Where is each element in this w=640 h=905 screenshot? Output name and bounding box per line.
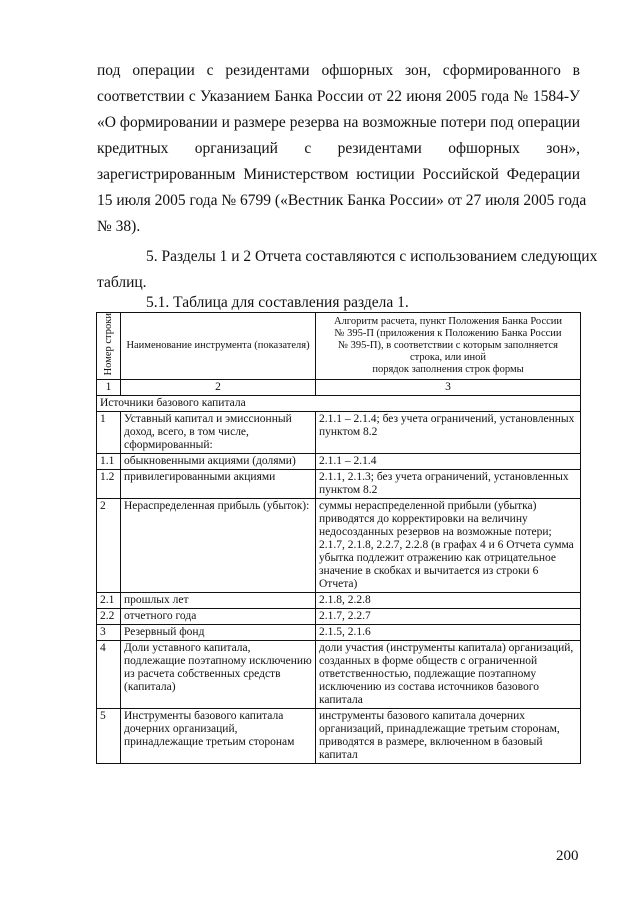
paragraph-line: кредитных организаций с резидентами офшорных зон»,	[97, 140, 580, 157]
header-algorithm-line: строка, или иной	[410, 352, 486, 364]
paragraph-line: 5. Разделы 1 и 2 Отчета составляются с использованием следующих	[146, 248, 598, 265]
header-instrument-name: Наименование инструмента (показателя)	[121, 313, 316, 380]
row-number: 3	[97, 625, 121, 641]
paragraph-line: «О формировании и размере резерва на возможные потери под операции	[97, 114, 580, 131]
paragraph-line: соответствии с Указанием Банка России от 22 июня 2005 года № 1584-У	[97, 88, 580, 105]
instrument-name: Инструменты базового капитала дочерних организаций, принадлежащие третьим сторонам	[121, 709, 316, 764]
section-row	[97, 396, 581, 412]
header-algorithm-line: Алгоритм расчета, пункт Положения Банка России	[333, 316, 563, 328]
table-row	[97, 499, 581, 593]
instrument-name: обыкновенными акциями (долями)	[121, 454, 316, 470]
section-1-table	[96, 312, 581, 764]
row-number: 5	[97, 709, 121, 764]
paragraph-line: под операции с резидентами офшорных зон, сформированного в	[97, 62, 580, 79]
algorithm-text: 2.1.1 – 2.1.4; без учета ограничений, установленных пунктом 8.2	[316, 412, 581, 454]
paragraph-line: зарегистрированным Министерством юстиции Российской Федерации	[97, 166, 580, 183]
algorithm-text: доли участия (инструменты капитала) организаций, созданных в форме обществ с ограниченной ответственностью, подлежащие поэтапному исключению из состава источников базового капитала	[316, 641, 581, 709]
header-algorithm-line: порядок заполнения строк формы	[372, 364, 524, 376]
table-row	[97, 593, 581, 609]
instrument-name: Доли уставного капитала, подлежащие поэтапному исключению из расчета собственных средств (капитала)	[121, 641, 316, 709]
algorithm-text: 2.1.1, 2.1.3; без учета ограничений, установленных пунктом 8.2	[316, 470, 581, 499]
row-number: 2	[97, 499, 121, 593]
table-caption: 5.1. Таблица для составления раздела 1.	[146, 294, 409, 311]
instrument-name: привилегированными акциями	[121, 470, 316, 499]
header-row-number	[97, 313, 121, 380]
table-row	[97, 641, 581, 709]
row-number: 2.1	[97, 593, 121, 609]
row-number: 1	[97, 412, 121, 454]
row-number: 1.1	[97, 454, 121, 470]
table-header-row	[97, 313, 581, 380]
instrument-name: Нераспределенная прибыль (убыток):	[121, 499, 316, 593]
algorithm-text: 2.1.7, 2.2.7	[316, 609, 581, 625]
instrument-name: прошлых лет	[121, 593, 316, 609]
header-algorithm-line: № 395-П), в соответствии с которым заполняется	[338, 340, 558, 352]
algorithm-text: суммы нераспределенной прибыли (убытка) приводятся до корректировки на величину недосозданных резервов на возможные потери; 2.1.7, 2.1.8, 2.2.7, 2.2.8 (в графах 4 и 6 Отчета сумма убытка подлежит отражению как отрицательное значение в скобках и вычитается из строки 6 Отчета)	[316, 499, 581, 593]
page-number: 200	[556, 848, 579, 864]
column-number-row	[97, 380, 581, 396]
row-number: 4	[97, 641, 121, 709]
algorithm-text: 2.1.1 – 2.1.4	[316, 454, 581, 470]
column-number: 3	[316, 380, 581, 396]
row-number: 2.2	[97, 609, 121, 625]
paragraph-line: № 38).	[97, 218, 141, 235]
paragraph-line: 15 июля 2005 года № 6799 («Вестник Банка России» от 27 июля 2005 года	[97, 192, 587, 209]
table-row	[97, 709, 581, 764]
table-row	[97, 412, 581, 454]
table-row	[97, 609, 581, 625]
instrument-name: Уставный капитал и эмиссионный доход, всего, в том числе, сформированный:	[121, 412, 316, 454]
header-algorithm-line: № 395-П (приложения к Положению Банка России	[334, 328, 562, 340]
header-row-number-text: Номер строки	[103, 313, 114, 376]
instrument-name: отчетного года	[121, 609, 316, 625]
algorithm-text: инструменты базового капитала дочерних организаций, принадлежащие третьим сторонам, приводятся в размере, включенном в базовый капитал	[316, 709, 581, 764]
header-algorithm	[316, 313, 581, 380]
section-title: Источники базового капитала	[97, 396, 581, 412]
algorithm-text: 2.1.5, 2.1.6	[316, 625, 581, 641]
row-number: 1.2	[97, 470, 121, 499]
algorithm-text: 2.1.8, 2.2.8	[316, 593, 581, 609]
table-row	[97, 470, 581, 499]
paragraph-line: таблиц.	[97, 274, 147, 291]
table-row	[97, 454, 581, 470]
column-number: 1	[97, 380, 121, 396]
table-row	[97, 625, 581, 641]
column-number: 2	[121, 380, 316, 396]
instrument-name: Резервный фонд	[121, 625, 316, 641]
